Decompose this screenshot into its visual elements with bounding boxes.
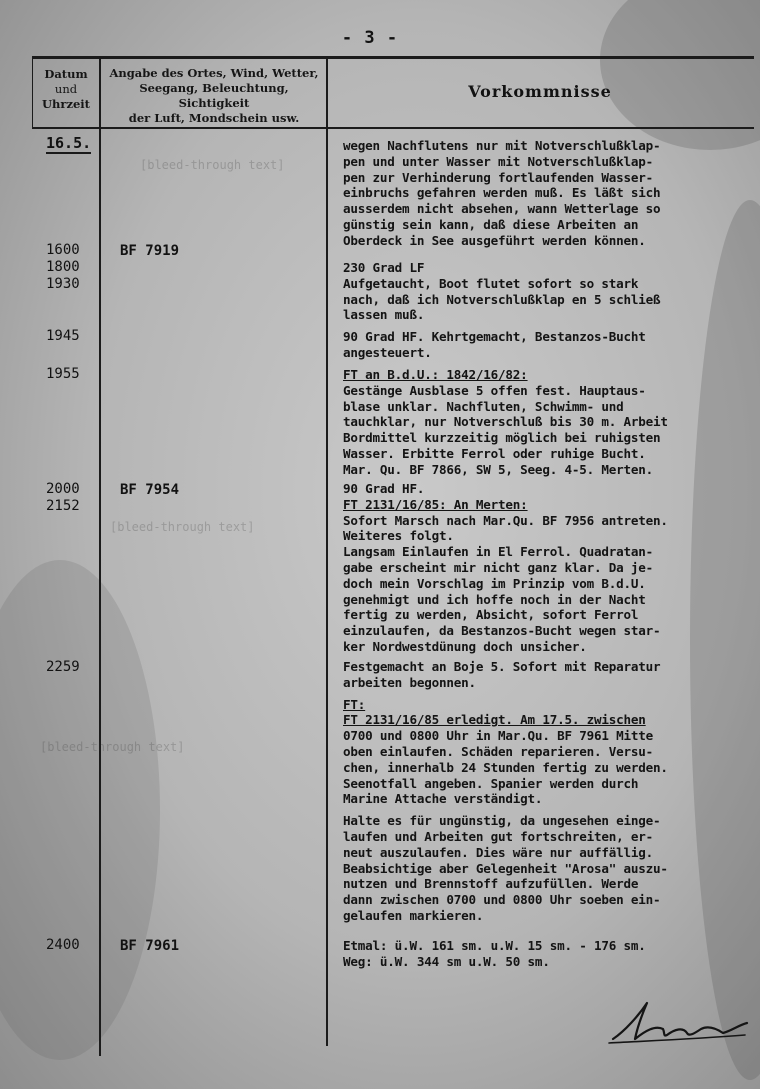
header-bottom-rule — [32, 127, 754, 129]
event-line: Mar. Qu. BF 7866, SW 5, Seeg. 4-5. Merten. — [343, 461, 654, 477]
event-entry-4 — [343, 481, 756, 655]
event-line: Seenotfall angeben. Spanier werden durch — [343, 775, 639, 791]
event-line: einzulaufen, da Bestanzos-Bucht wegen star- — [343, 623, 661, 639]
event-line: angesteuert. — [343, 344, 432, 360]
event-line: günstig sein kann, daß diese Arbeiten an — [343, 216, 639, 232]
event-line: tauchklar, nur Notverschluß bis 30 m. Arbeit — [343, 414, 668, 430]
event-entry-1 — [343, 260, 756, 323]
event-line: pen zur Verhinderung fortlaufenden Wasser- — [343, 169, 654, 185]
event-line: doch mein Vorschlag im Prinzip vom B.d.U. — [343, 575, 646, 591]
column-divider-2 — [326, 56, 328, 1046]
event-line: 90 Grad HF. Kehrtgemacht, Bestanzos-Bucht — [343, 329, 646, 344]
event-line: 90 Grad HF. — [343, 481, 425, 496]
event-line: FT 2131/16/85 erledigt. Am 17.5. zwischen — [343, 712, 646, 728]
event-line: ausserdem nicht absehen, wann Wetterlage so — [343, 201, 661, 217]
header-place-line: der Luft, Mondschein usw. — [128, 111, 300, 125]
event-line: oben einlaufen. Schäden reparieren. Versu- — [343, 743, 654, 759]
event-line: laufen und Arbeiten gut fortschreiten, er- — [343, 828, 654, 844]
event-entry-6 — [343, 938, 756, 970]
event-line: gelaufen markieren. — [343, 907, 484, 923]
event-line: Langsam Einlaufen in El Ferrol. Quadratan- — [343, 544, 654, 560]
bleed-through-text: [bleed-through text] — [40, 740, 185, 754]
page-number: - 3 - — [341, 28, 399, 48]
event-line: Gestänge Ausblase 5 offen fest. Hauptaus- — [343, 382, 646, 398]
event-line: pen und unter Wasser mit Notverschlußklap- — [343, 153, 654, 169]
event-line: FT: — [343, 696, 366, 712]
event-line: lassen muß. — [343, 307, 425, 323]
event-line: Beabsichtige aber Gelegenheit "Arosa" auszu- — [343, 860, 668, 876]
bleed-through-text: [bleed-through text] — [140, 158, 285, 172]
event-entry-3 — [343, 367, 756, 478]
event-line: Sofort Marsch nach Mar.Qu. BF 7956 antreten. — [343, 512, 668, 528]
event-line: 230 Grad LF — [343, 260, 425, 275]
column-divider-left — [32, 56, 33, 128]
header-place-line: Seegang, Beleuchtung, Sichtigkeit — [139, 81, 289, 110]
event-line: Halte es für ungünstig, da ungesehen einge- — [343, 813, 661, 829]
event-line: Bordmittel kurzzeitig möglich bei ruhigsten — [343, 430, 661, 446]
entry-date: 16.5. — [46, 134, 92, 152]
event-line: neut auszulaufen. Dies wäre nur auffällig. — [343, 844, 654, 860]
event-line: nach, daß ich Notverschlußklap en 5 schließ — [343, 291, 661, 307]
scan-shadow — [0, 560, 160, 1060]
event-line: Marine Attache verständigt. — [343, 791, 543, 807]
header-date-line: und — [54, 82, 78, 96]
header-place-line: Angabe des Ortes, Wind, Wetter, — [109, 66, 319, 80]
event-line: nutzen und Brennstoff aufzufüllen. Werde — [343, 876, 639, 892]
event-line: dann zwischen 0700 und 0800 Uhr soeben ein- — [343, 892, 661, 908]
header-place — [102, 66, 326, 126]
event-line: Oberdeck in See ausgeführt werden können. — [343, 232, 646, 248]
entry-place-6: BF 7961 — [120, 938, 180, 954]
event-entry-2 — [343, 329, 756, 361]
column-divider-1 — [99, 56, 101, 1056]
event-line: genehmigt und ich hoffe noch in der Nacht — [343, 591, 646, 607]
signature-icon — [605, 995, 755, 1055]
event-entry-0 — [343, 138, 756, 249]
event-line: 0700 und 0800 Uhr in Mar.Qu. BF 7961 Mitte — [343, 728, 654, 744]
entry-time-5: 2259 — [46, 659, 80, 675]
event-line: gabe erscheint mir nicht ganz klar. Da je- — [343, 559, 654, 575]
entry-time-4: 2000 2152 — [46, 481, 80, 514]
event-line: wegen Nachflutens nur mit Notverschlußklap- — [343, 138, 661, 153]
entry-time-1: 1600 1800 1930 — [46, 242, 80, 292]
entry-time-3: 1955 — [46, 366, 80, 382]
event-line: ker Nordwestdünung doch unsicher. — [343, 638, 587, 654]
event-line: FT an B.d.U.: 1842/16/82: — [343, 367, 528, 382]
event-line: Weiteres folgt. — [343, 528, 454, 544]
event-line: Aufgetaucht, Boot flutet sofort so stark — [343, 275, 639, 291]
event-line: Festgemacht an Boje 5. Sofort mit Reparatur — [343, 659, 661, 674]
header-date-line: Datum — [44, 67, 88, 81]
event-line: Weg: ü.W. 344 sm u.W. 50 sm. — [343, 953, 550, 969]
bleed-through-text: [bleed-through text] — [110, 520, 255, 534]
event-entry-5 — [343, 659, 756, 924]
event-line: FT 2131/16/85: An Merten: — [343, 496, 528, 512]
header-date-line: Uhrzeit — [42, 97, 90, 111]
event-line: einbruchs gefahren werden muß. Es läßt sich — [343, 185, 661, 201]
event-line: arbeiten begonnen. — [343, 674, 476, 690]
header-date — [34, 67, 98, 112]
entry-time-2: 1945 — [46, 328, 80, 344]
entry-time-6: 2400 — [46, 937, 80, 953]
event-line: Etmal: ü.W. 161 sm. u.W. 15 sm. - 176 sm. — [343, 938, 646, 953]
header-events: Vorkommnisse — [468, 82, 612, 101]
event-line: chen, innerhalb 24 Stunden fertig zu werden. — [343, 759, 668, 775]
entry-place-1: BF 7919 — [120, 243, 180, 259]
event-line: fertig zu werden, Absicht, sofort Ferrol — [343, 607, 639, 623]
entry-place-4: BF 7954 — [120, 482, 180, 498]
event-line: blase unklar. Nachfluten, Schwimm- und — [343, 398, 624, 414]
event-line: Wasser. Erbitte Ferrol oder ruhige Bucht. — [343, 445, 646, 461]
header-top-rule — [32, 56, 754, 59]
